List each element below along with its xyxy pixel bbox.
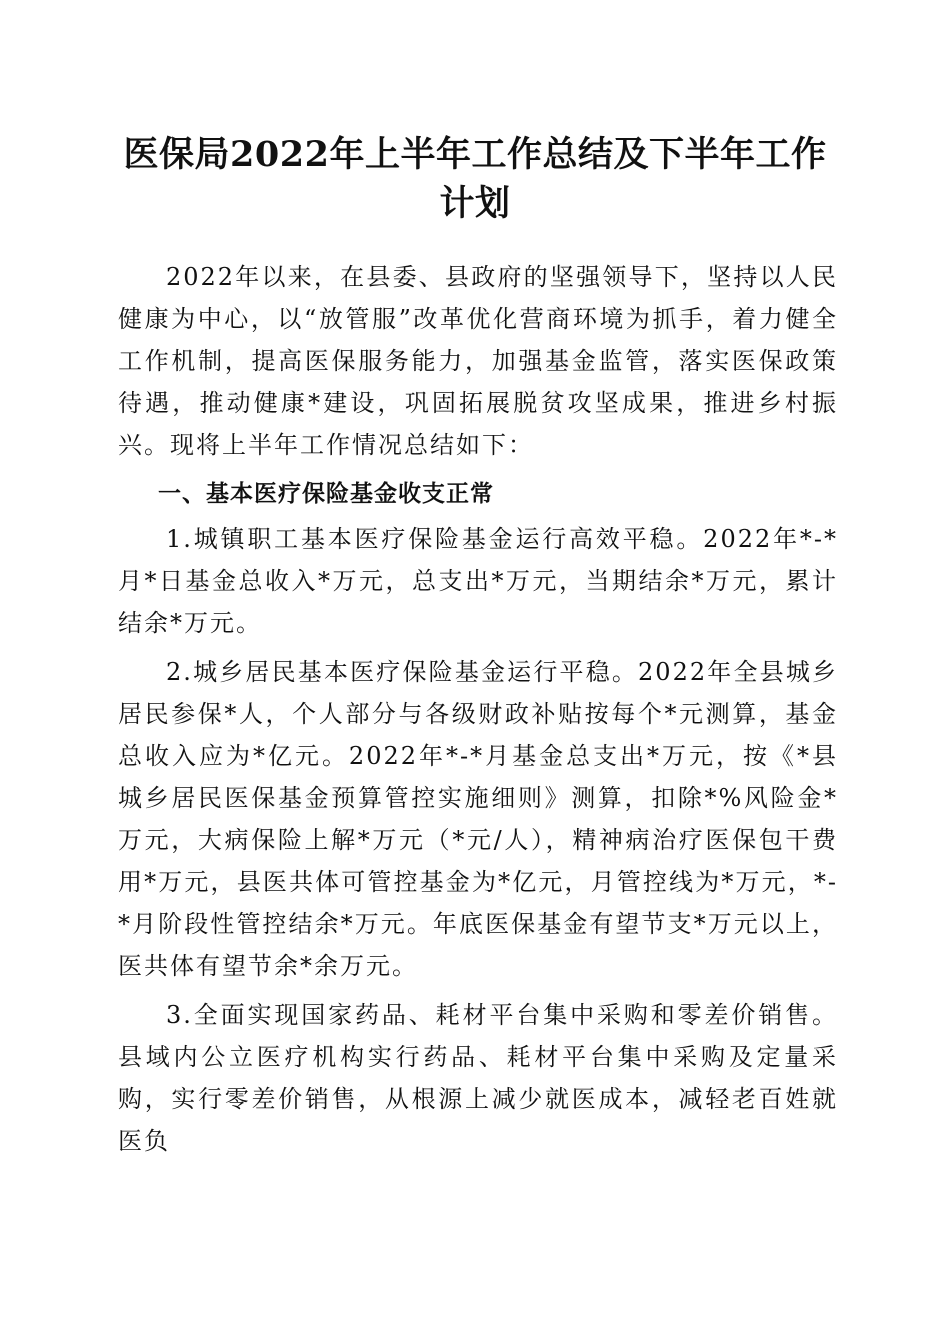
- intro-paragraph: 2022年以来，在县委、县政府的坚强领导下，坚持以人民健康为中心，以“放管服”改革优化营商环境为抓手，着力健全工作机制，提高医保服务能力，加强基金监管，落实医保政策待遇，推动健康*建设，巩固拓展脱贫攻坚成果，推进乡村振兴。现将上半年工作情况总结如下：: [118, 263, 838, 459]
- item-paragraph-3: 3.全面实现国家药品、耗材平台集中采购和零差价销售。县域内公立医疗机构实行药品、耗材平台集中采购及定量采购，实行零差价销售，从根源上减少就医成本，减轻老百姓就医负: [118, 1001, 838, 1155]
- title-line-2: 计划: [439, 183, 511, 224]
- document-title: [110, 130, 840, 228]
- title-line-1: 医保局2022年上半年工作总结及下半年工作: [123, 134, 827, 175]
- document-body: [118, 256, 838, 1162]
- item-paragraph-1: 1.城镇职工基本医疗保险基金运行高效平稳。2022年*-*月*日基金总收入*万元，总支出*万元，当期结余*万元，累计结余*万元。: [118, 525, 838, 637]
- section-heading-1: 一、基本医疗保险基金收支正常: [158, 481, 494, 507]
- item-paragraph-2: 2.城乡居民基本医疗保险基金运行平稳。2022年全县城乡居民参保*人，个人部分与各级财政补贴按每个*元测算，基金总收入应为*亿元。2022年*-*月基金总支出*万元，按《*县城乡居民医保基金预算管控实施细则》测算，扣除*%风险金*万元，大病保险上解*万元（*元/人），精神病治疗医保包干费用*万元，县医共体可管控基金为*亿元，月管控线为*万元，*-*月阶段性管控结余*万元。年底医保基金有望节支*万元以上，医共体有望节余*余万元。: [118, 658, 838, 980]
